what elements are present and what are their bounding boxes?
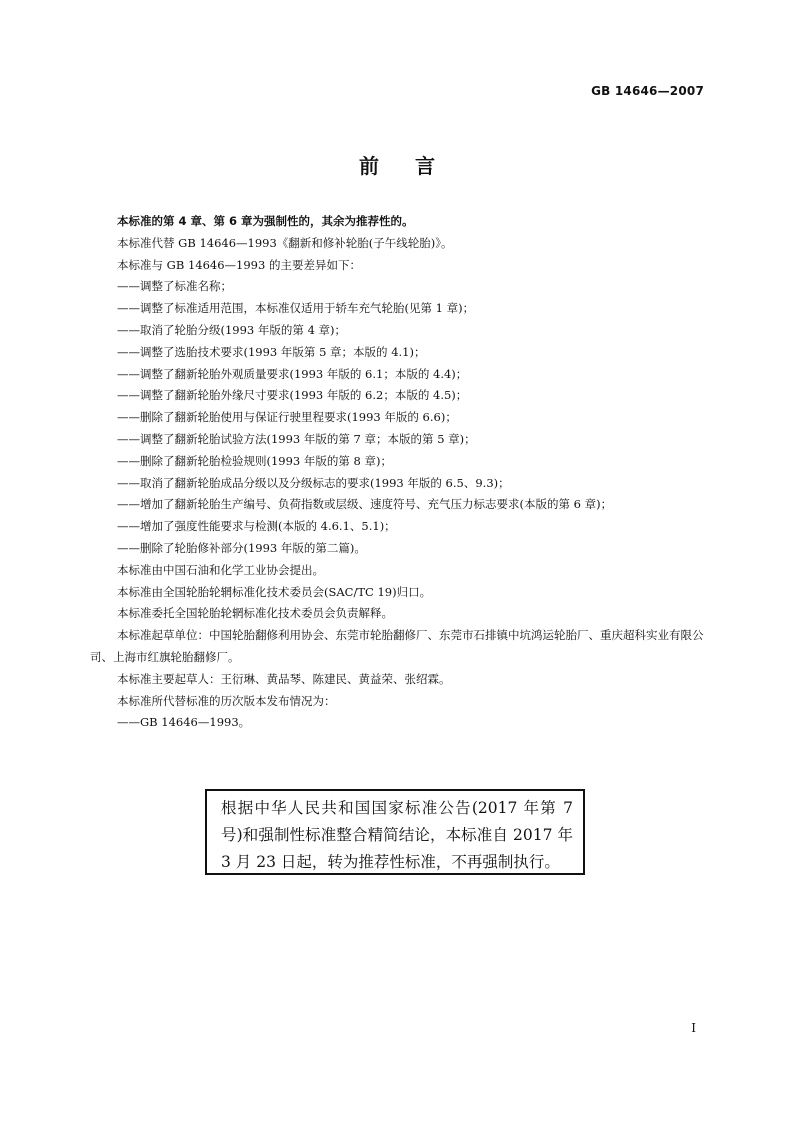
paragraph: ——调整了翻新轮胎试验方法(1993 年版的第 7 章；本版的第 5 章)； — [117, 431, 476, 446]
standard-code: GB 14646—2007 — [591, 84, 704, 98]
paragraph: 本标准起草单位：中国轮胎翻修利用协会、东莞市轮胎翻修厂、东莞市石排镇中坑鸿运轮胎厂、重庆超科实业有限公司、上海市红旗轮胎翻修厂。 — [90, 628, 704, 664]
paragraph: ——取消了翻新轮胎成品分级以及分级标志的要求(1993 年版的 6.5、9.3)； — [117, 475, 510, 490]
paragraph: 本标准代替 GB 14646—1993《翻新和修补轮胎(子午线轮胎)》。 — [117, 235, 453, 250]
paragraph: 本标准由全国轮胎轮辋标准化技术委员会(SAC/TC 19)归口。 — [117, 584, 432, 599]
paragraph: ——删除了轮胎修补部分(1993 年版的第二篇)。 — [117, 540, 366, 555]
paragraph: ——调整了翻新轮胎外观质量要求(1993 年版的 6.1；本版的 4.4)； — [117, 366, 468, 381]
paragraph: ——删除了翻新轮胎检验规则(1993 年版的第 8 章)； — [117, 453, 393, 468]
paragraph: ——调整了选胎技术要求(1993 年版第 5 章；本版的 4.1)； — [117, 344, 426, 359]
paragraph: ——调整了标准适用范围，本标准仅适用于轿车充气轮胎(见第 1 章)； — [117, 301, 475, 316]
paragraph: ——取消了轮胎分级(1993 年版的第 4 章)； — [117, 322, 347, 337]
paragraph: 本标准与 GB 14646—1993 的主要差异如下： — [117, 257, 361, 272]
paragraph: 本标准委托全国轮胎轮辋标准化技术委员会负责解释。 — [117, 606, 393, 621]
page-title: 前言 — [359, 154, 471, 178]
paragraph: 本标准所代替标准的历次版本发布情况为： — [117, 693, 336, 708]
paragraph: 本标准的第 4 章、第 6 章为强制性的，其余为推荐性的。 — [117, 214, 414, 228]
paragraph: ——GB 14646—1993。 — [117, 715, 251, 730]
paragraph: ——增加了强度性能要求与检测(本版的 4.6.1、5.1)； — [117, 519, 396, 534]
paragraph: 本标准由中国石油和化学工业协会提出。 — [117, 562, 324, 577]
notice-box: 根据中华人民共和国国家标准公告(2017 年第 7 号)和强制性标准整合精简结论，本标准自 2017 年 3 月 23 日起，转为推荐性标准，不再强制执行。 — [205, 789, 585, 875]
page-number: I — [691, 1021, 696, 1035]
paragraph: 本标准主要起草人：王衍琳、黄品琴、陈建民、黄益荣、张绍霖。 — [117, 671, 451, 686]
foreword-body — [90, 211, 704, 734]
paragraph: ——增加了翻新轮胎生产编号、负荷指数或层级、速度符号、充气压力标志要求(本版的第 6 章)； — [117, 497, 613, 512]
paragraph: ——删除了翻新轮胎使用与保证行驶里程要求(1993 年版的 6.6)； — [117, 410, 457, 425]
paragraph: ——调整了翻新轮胎外缘尺寸要求(1993 年版的 6.2；本版的 4.5)； — [117, 388, 468, 403]
paragraph: ——调整了标准名称； — [117, 279, 232, 294]
